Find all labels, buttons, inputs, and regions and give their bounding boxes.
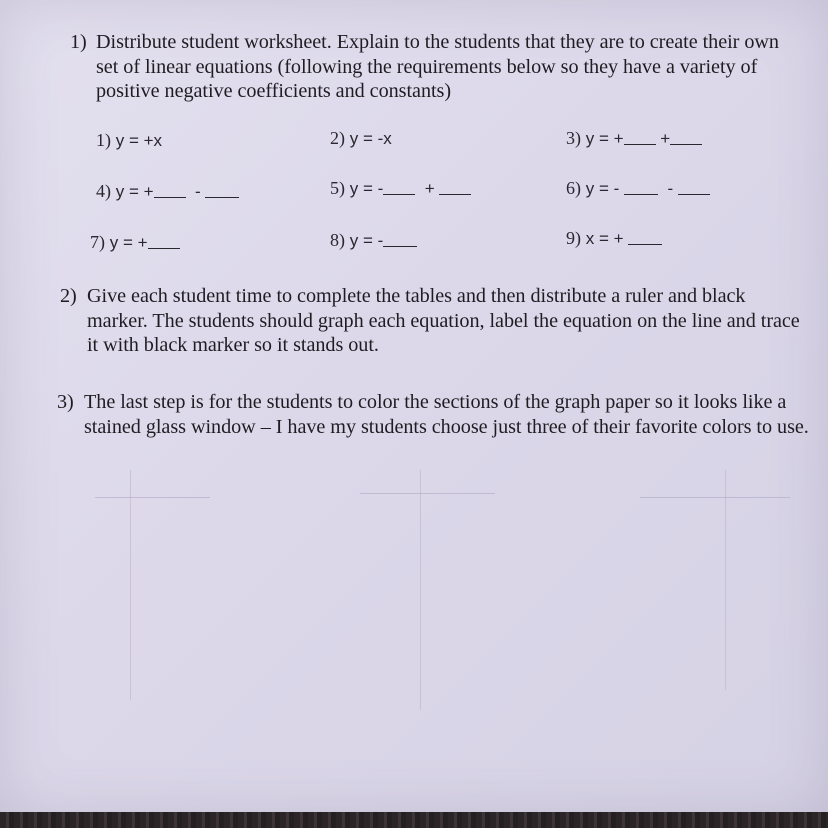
answer-blank bbox=[628, 230, 662, 245]
equation-item: 7) y = + bbox=[90, 232, 180, 253]
answer-blank bbox=[624, 130, 656, 145]
answer-blank bbox=[670, 130, 702, 145]
instruction-step-2 bbox=[60, 284, 810, 358]
step-text: The last step is for the students to color the sections of the graph paper so it looks like a stained glass window – I have my students choose just three of their favorite colors to use. bbox=[84, 391, 809, 438]
equation-item: 3) y = + + bbox=[566, 128, 702, 149]
equation-item: 9) x = + bbox=[566, 228, 662, 249]
faint-grid-line bbox=[360, 493, 495, 494]
instruction-step-3 bbox=[57, 390, 812, 439]
answer-blank bbox=[624, 180, 658, 195]
equation-item: 5) y = - + bbox=[330, 178, 471, 199]
faint-grid-line bbox=[95, 497, 210, 498]
equation-item: 6) y = - - bbox=[566, 178, 710, 199]
faint-grid-line bbox=[420, 470, 421, 710]
faint-grid-line bbox=[130, 470, 131, 700]
faint-grid-line bbox=[725, 470, 726, 690]
answer-blank bbox=[439, 180, 471, 195]
faint-grid-line bbox=[640, 497, 790, 498]
equation-item: 2) y = -x bbox=[330, 128, 392, 148]
answer-blank bbox=[154, 183, 186, 198]
answer-blank bbox=[383, 180, 415, 195]
answer-blank bbox=[383, 232, 417, 247]
step-number: 2) bbox=[60, 285, 77, 307]
equation-item: 4) y = + - bbox=[96, 181, 239, 202]
step-text: Give each student time to complete the tables and then distribute a ruler and black marker. The students should graph each equation, label the equation on the line and trace it with black marker so it stands out. bbox=[87, 285, 800, 356]
answer-blank bbox=[205, 183, 239, 198]
step-text: Distribute student worksheet. Explain to the students that they are to create their own set of linear equations (following the requirements below so they have a variety of positive negative coefficients and constants) bbox=[96, 31, 779, 102]
instruction-step-1 bbox=[70, 30, 800, 104]
answer-blank bbox=[148, 234, 180, 249]
table-edge-background bbox=[0, 812, 828, 828]
answer-blank bbox=[678, 180, 710, 195]
equation-item: 1) y = +x bbox=[96, 130, 163, 150]
equation-item: 8) y = - bbox=[330, 230, 417, 251]
step-number: 3) bbox=[57, 391, 74, 413]
step-number: 1) bbox=[70, 31, 87, 53]
